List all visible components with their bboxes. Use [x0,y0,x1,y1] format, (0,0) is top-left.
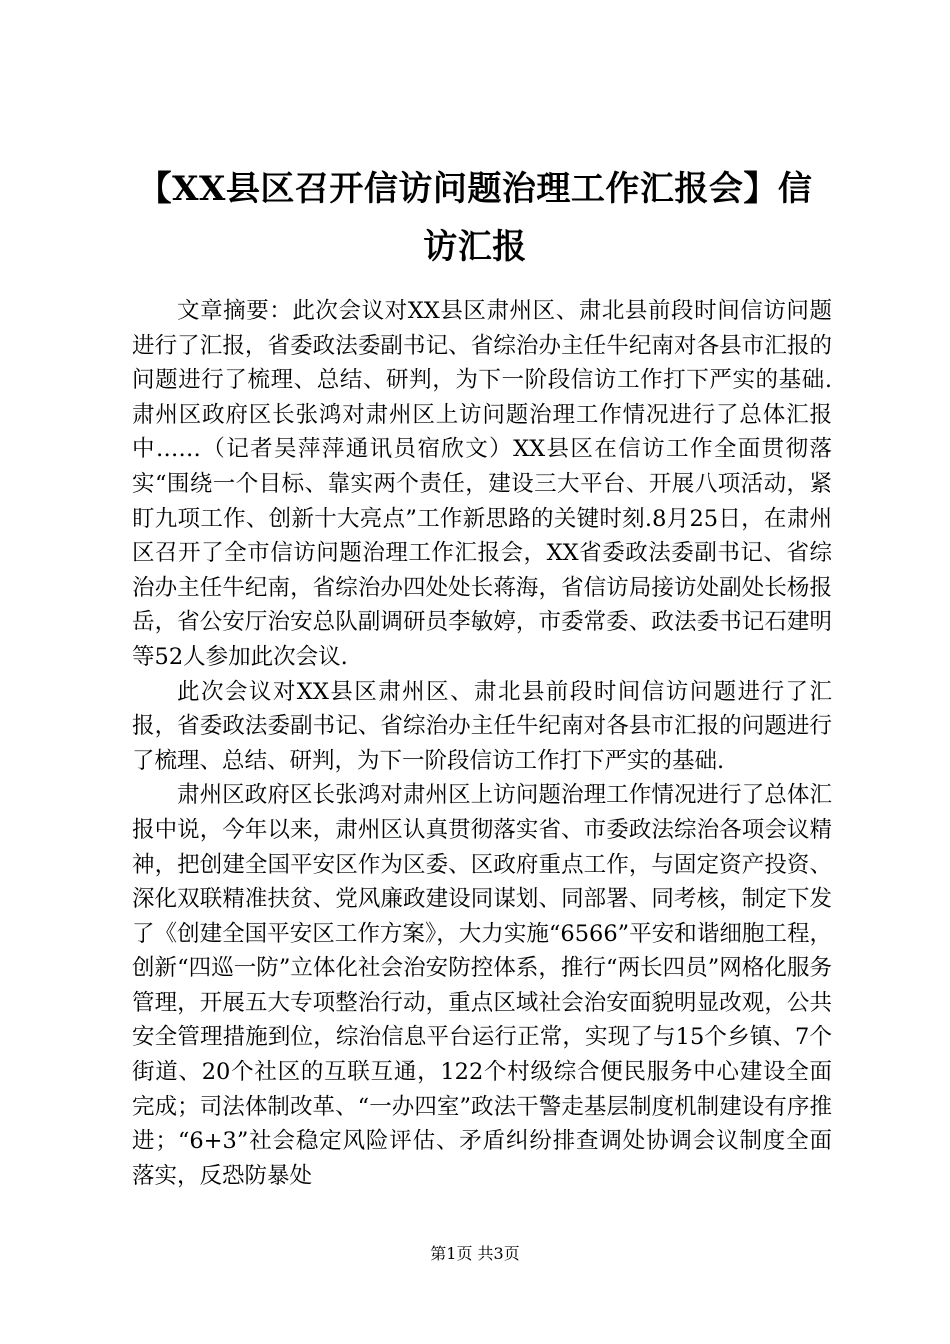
paragraph-abstract: 文章摘要：此次会议对XX县区肃州区、肃北县前段时间信访问题进行了汇报，省委政法委副书记、省综治办主任牛纪南对各县市汇报的问题进行了梳理、总结、研判，为下一阶段信访工作打下严实的基础.肃州区政府区长张鸿对肃州区上访问题治理工作情况进行了总体汇报中……（记者吴萍萍通讯员宿欣文）XX县区在信访工作全面贯彻落实“围绕一个目标、靠实两个责任，建设三大平台、开展八项活动，紧盯九项工作、创新十大亮点”工作新思路的关键时刻.8月25日，在肃州区召开了全市信访问题治理工作汇报会，XX省委政法委副书记、省综治办主任牛纪南，省综治办四处处长蒋海，省信访局接访处副处长杨报岳，省公安厅治安总队副调研员李敏婷，市委常委、政法委书记石建明等52人参加此次会议. [132,298,832,670]
paragraph-district-report: 肃州区政府区长张鸿对肃州区上访问题治理工作情况进行了总体汇报中说，今年以来，肃州区认真贯彻落实省、市委政法综治各项会议精神，把创建全国平安区作为区委、区政府重点工作，与固定资产投资、深化双联精准扶贫、党风廉政建设同谋划、同部署、同考核，制定下发了《创建全国平安区工作方案》，大力实施“6566”平安和谐细胞工程，创新“四巡一防”立体化社会治安防控体系，推行“两长四员”网格化服务管理，开展五大专项整治行动，重点区域社会治安面貌明显改观，公共安全管理措施到位，综治信息平台运行正常，实现了与15个乡镇、7个街道、20个社区的互联互通，122个村级综合便民服务中心建设全面完成；司法体制改革、“一办四室”政法干警走基层制度机制建设有序推进；“6+3”社会稳定风险评估、矛盾纠纷排查调处协调会议制度全面落实，反恐防暴处 [132,782,832,1189]
document-title [120,160,830,276]
title-line-1: 【XX县区召开信访问题治理工作汇报会】信 [137,169,813,209]
page-number-footer: 第1页 共3页 [430,1244,520,1263]
title-line-2: 访汇报 [423,227,527,267]
document-body [132,294,832,1193]
paragraph-meeting-summary: 此次会议对XX县区肃州区、肃北县前段时间信访问题进行了汇报，省委政法委副书记、省综治办主任牛纪南对各县市汇报的问题进行了梳理、总结、研判，为下一阶段信访工作打下严实的基础. [132,678,832,774]
